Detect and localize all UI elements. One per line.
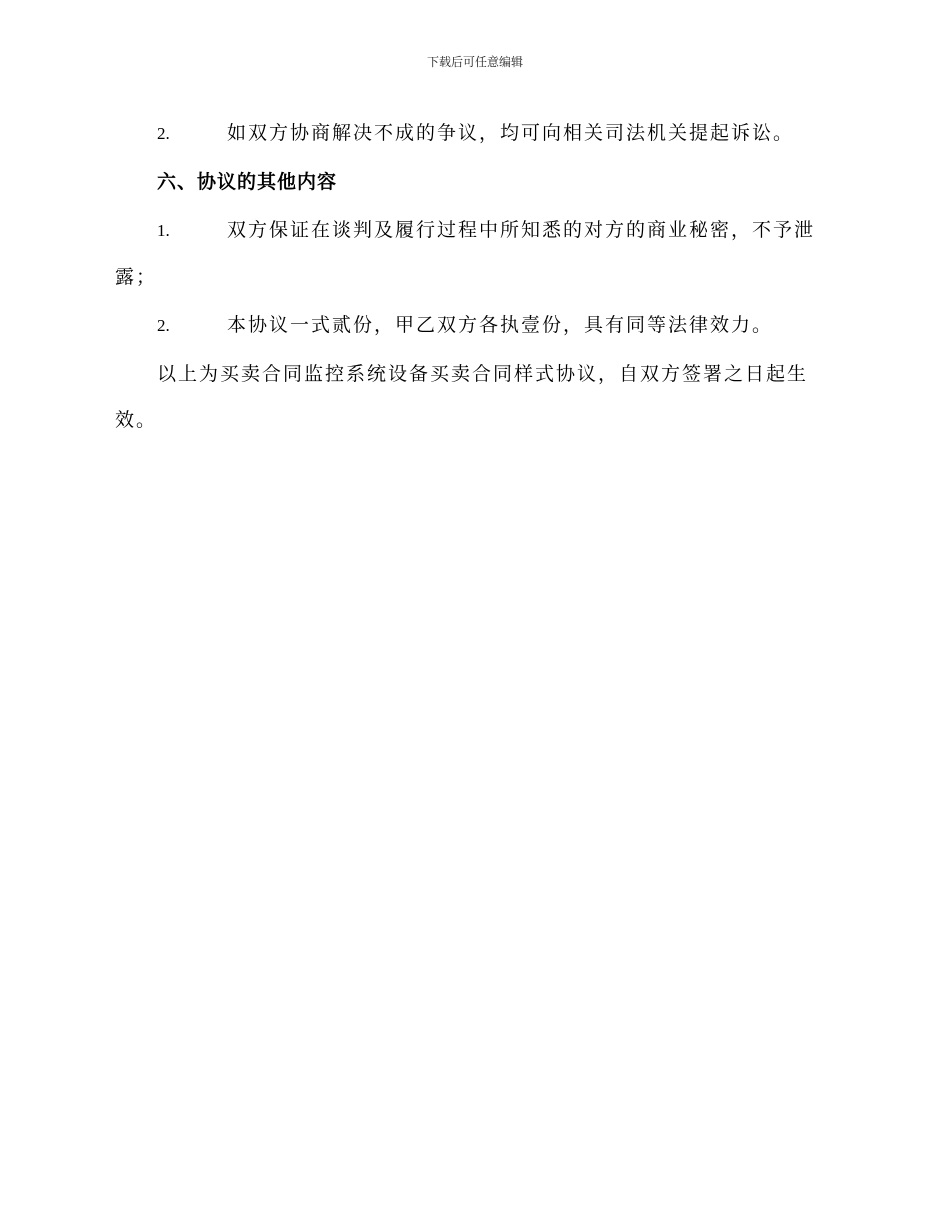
list-item-copies (115, 302, 833, 349)
page-header: 下载后可任意编辑 (426, 55, 523, 69)
list-item-text: 本协议一式贰份，甲乙双方各执壹份，具有同等法律效力。 (227, 314, 774, 336)
document-body (115, 110, 833, 443)
closing-paragraph: 以上为买卖合同监控系统设备买卖合同样式协议，自双方签署之日起生效。 (115, 363, 809, 431)
list-item-number: 2. (157, 316, 170, 335)
list-item-text: 双方保证在谈判及履行过程中所知悉的对方的商业秘密，不予泄露； (115, 219, 816, 288)
section-heading: 六、协议的其他内容 (157, 171, 338, 193)
list-item-text: 如双方协商解决不成的争议，均可向相关司法机关提起诉讼。 (227, 122, 795, 144)
list-item-number: 1. (157, 221, 170, 240)
list-item-number: 2. (157, 124, 170, 143)
list-item-dispute-litigation (115, 110, 833, 157)
list-item-confidentiality (115, 207, 833, 300)
